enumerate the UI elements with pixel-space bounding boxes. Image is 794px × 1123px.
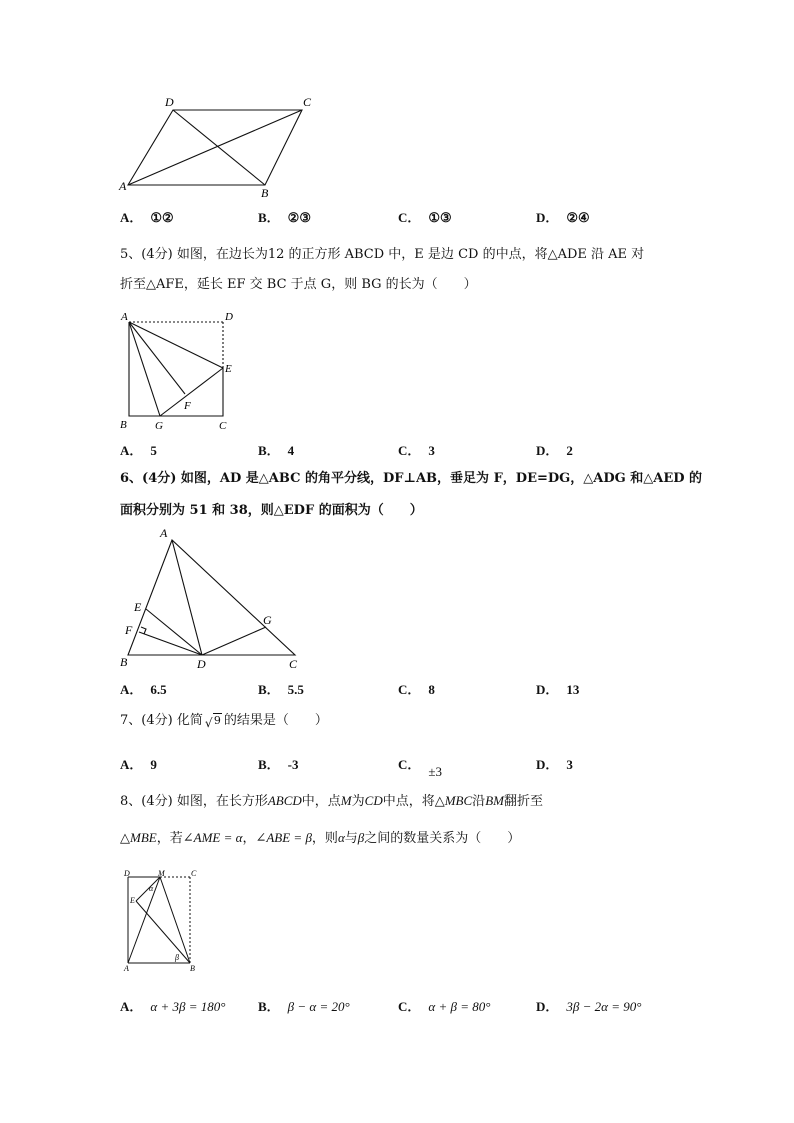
segment-ag (129, 322, 160, 416)
q8-option-a[interactable]: A． α + 3β = 180° (120, 999, 226, 1014)
label-b: B (190, 964, 195, 973)
segment-eg (160, 368, 223, 416)
bisector-ad (172, 540, 202, 655)
q7-prefix: 7、(4分) 化简 (120, 713, 203, 728)
q4-option-d[interactable]: D． ②④ (536, 210, 590, 225)
q4-option-a[interactable]: A． ①② (120, 210, 174, 225)
q8-option-d[interactable]: D． 3β − 2α = 90° (536, 999, 642, 1014)
segment-de (146, 609, 202, 655)
q8-stem-line2: △MBE，若∠AME = α，∠ABE = β，则α与β之间的数量关系为（ ） (120, 830, 521, 846)
q7-suffix: 的结果是（ ） (223, 713, 328, 728)
q8-rectangle-figure (118, 865, 213, 980)
label-beta: β (175, 953, 179, 962)
q5-stem-line2: 折至△AFE，延长 EF 交 BC 于点 G，则 BG 的长为（ ） (120, 277, 477, 292)
segment-df (139, 632, 202, 655)
label-b: B (120, 419, 127, 431)
label-a: A (124, 964, 129, 973)
segment-dg (202, 627, 266, 655)
label-a: A (160, 526, 168, 540)
label-e: E (134, 600, 142, 614)
q4-option-c[interactable]: C． ①③ (398, 210, 452, 225)
label-d: D (165, 95, 174, 109)
q6-triangle-figure (115, 525, 315, 675)
label-g: G (263, 613, 272, 627)
q6-option-d[interactable]: D． 13 (536, 682, 580, 697)
q7-option-c[interactable]: C． ±3 (398, 757, 443, 779)
label-d: D (225, 311, 233, 323)
triangle-abc (128, 540, 295, 655)
q7-sqrt-expression: √ 9 (204, 714, 221, 730)
q8-option-b[interactable]: B． β − α = 20° (258, 999, 350, 1014)
q7-stem (120, 713, 328, 729)
segment-me (136, 877, 160, 901)
q5-option-b[interactable]: B． 4 (258, 443, 295, 458)
label-e: E (130, 896, 135, 905)
label-c: C (303, 95, 312, 109)
q7-option-d[interactable]: D． 3 (536, 757, 573, 772)
label-f: F (184, 400, 191, 412)
label-alpha: α (149, 884, 154, 893)
q8-option-c[interactable]: C． α + β = 80° (398, 999, 491, 1014)
q7-option-a[interactable]: A． 9 (120, 757, 157, 772)
label-c: C (289, 657, 298, 671)
q5-option-a[interactable]: A． 5 (120, 443, 157, 458)
label-c: C (191, 869, 197, 878)
q6-stem-line1: 6、(4分) 如图，AD 是△ABC 的角平分线，DF⊥AB，垂足为 F，DE=DG，△ADG 和△AED 的 (120, 471, 703, 486)
label-d: D (197, 657, 206, 671)
square-solid-sides (129, 322, 223, 416)
label-f: F (125, 623, 133, 637)
label-m: M (158, 869, 165, 878)
label-b: B (261, 186, 269, 200)
segment-af (129, 322, 185, 394)
segment-ae (129, 322, 223, 368)
q4-option-b[interactable]: B． ②③ (258, 210, 311, 225)
q6-option-c[interactable]: C． 8 (398, 682, 435, 697)
diagonal-ac (128, 110, 302, 185)
q6-option-a[interactable]: A． 6.5 (120, 682, 167, 697)
segment-eb (136, 901, 190, 963)
label-c: C (219, 420, 227, 432)
q5-option-c[interactable]: C． 3 (398, 443, 435, 458)
label-a: A (121, 311, 128, 323)
label-b: B (120, 655, 128, 669)
q6-stem-line2: 面积分别为 51 和 38，则△EDF 的面积为（ ） (120, 503, 423, 518)
segment-am (128, 877, 160, 963)
label-e: E (225, 363, 232, 375)
label-g: G (155, 420, 163, 432)
q8-stem-line1: 8、(4分) 如图，在长方形ABCD中，点M为CD中点，将△MBC沿BM翻折至 (120, 793, 543, 809)
q7-option-b[interactable]: B． -3 (258, 757, 299, 772)
segment-mb (160, 877, 190, 963)
q5-stem-line1: 5、(4分) 如图，在边长为12 的正方形 ABCD 中，E 是边 CD 的中点，将△ADE 沿 AE 对 (120, 247, 645, 262)
label-a: A (119, 179, 127, 193)
label-d: D (124, 869, 130, 878)
diagonal-bd (173, 110, 265, 185)
q4-parallelogram-figure (115, 90, 330, 200)
q5-option-d[interactable]: D． 2 (536, 443, 573, 458)
q6-option-b[interactable]: B． 5.5 (258, 682, 304, 697)
q5-square-figure (115, 308, 250, 433)
